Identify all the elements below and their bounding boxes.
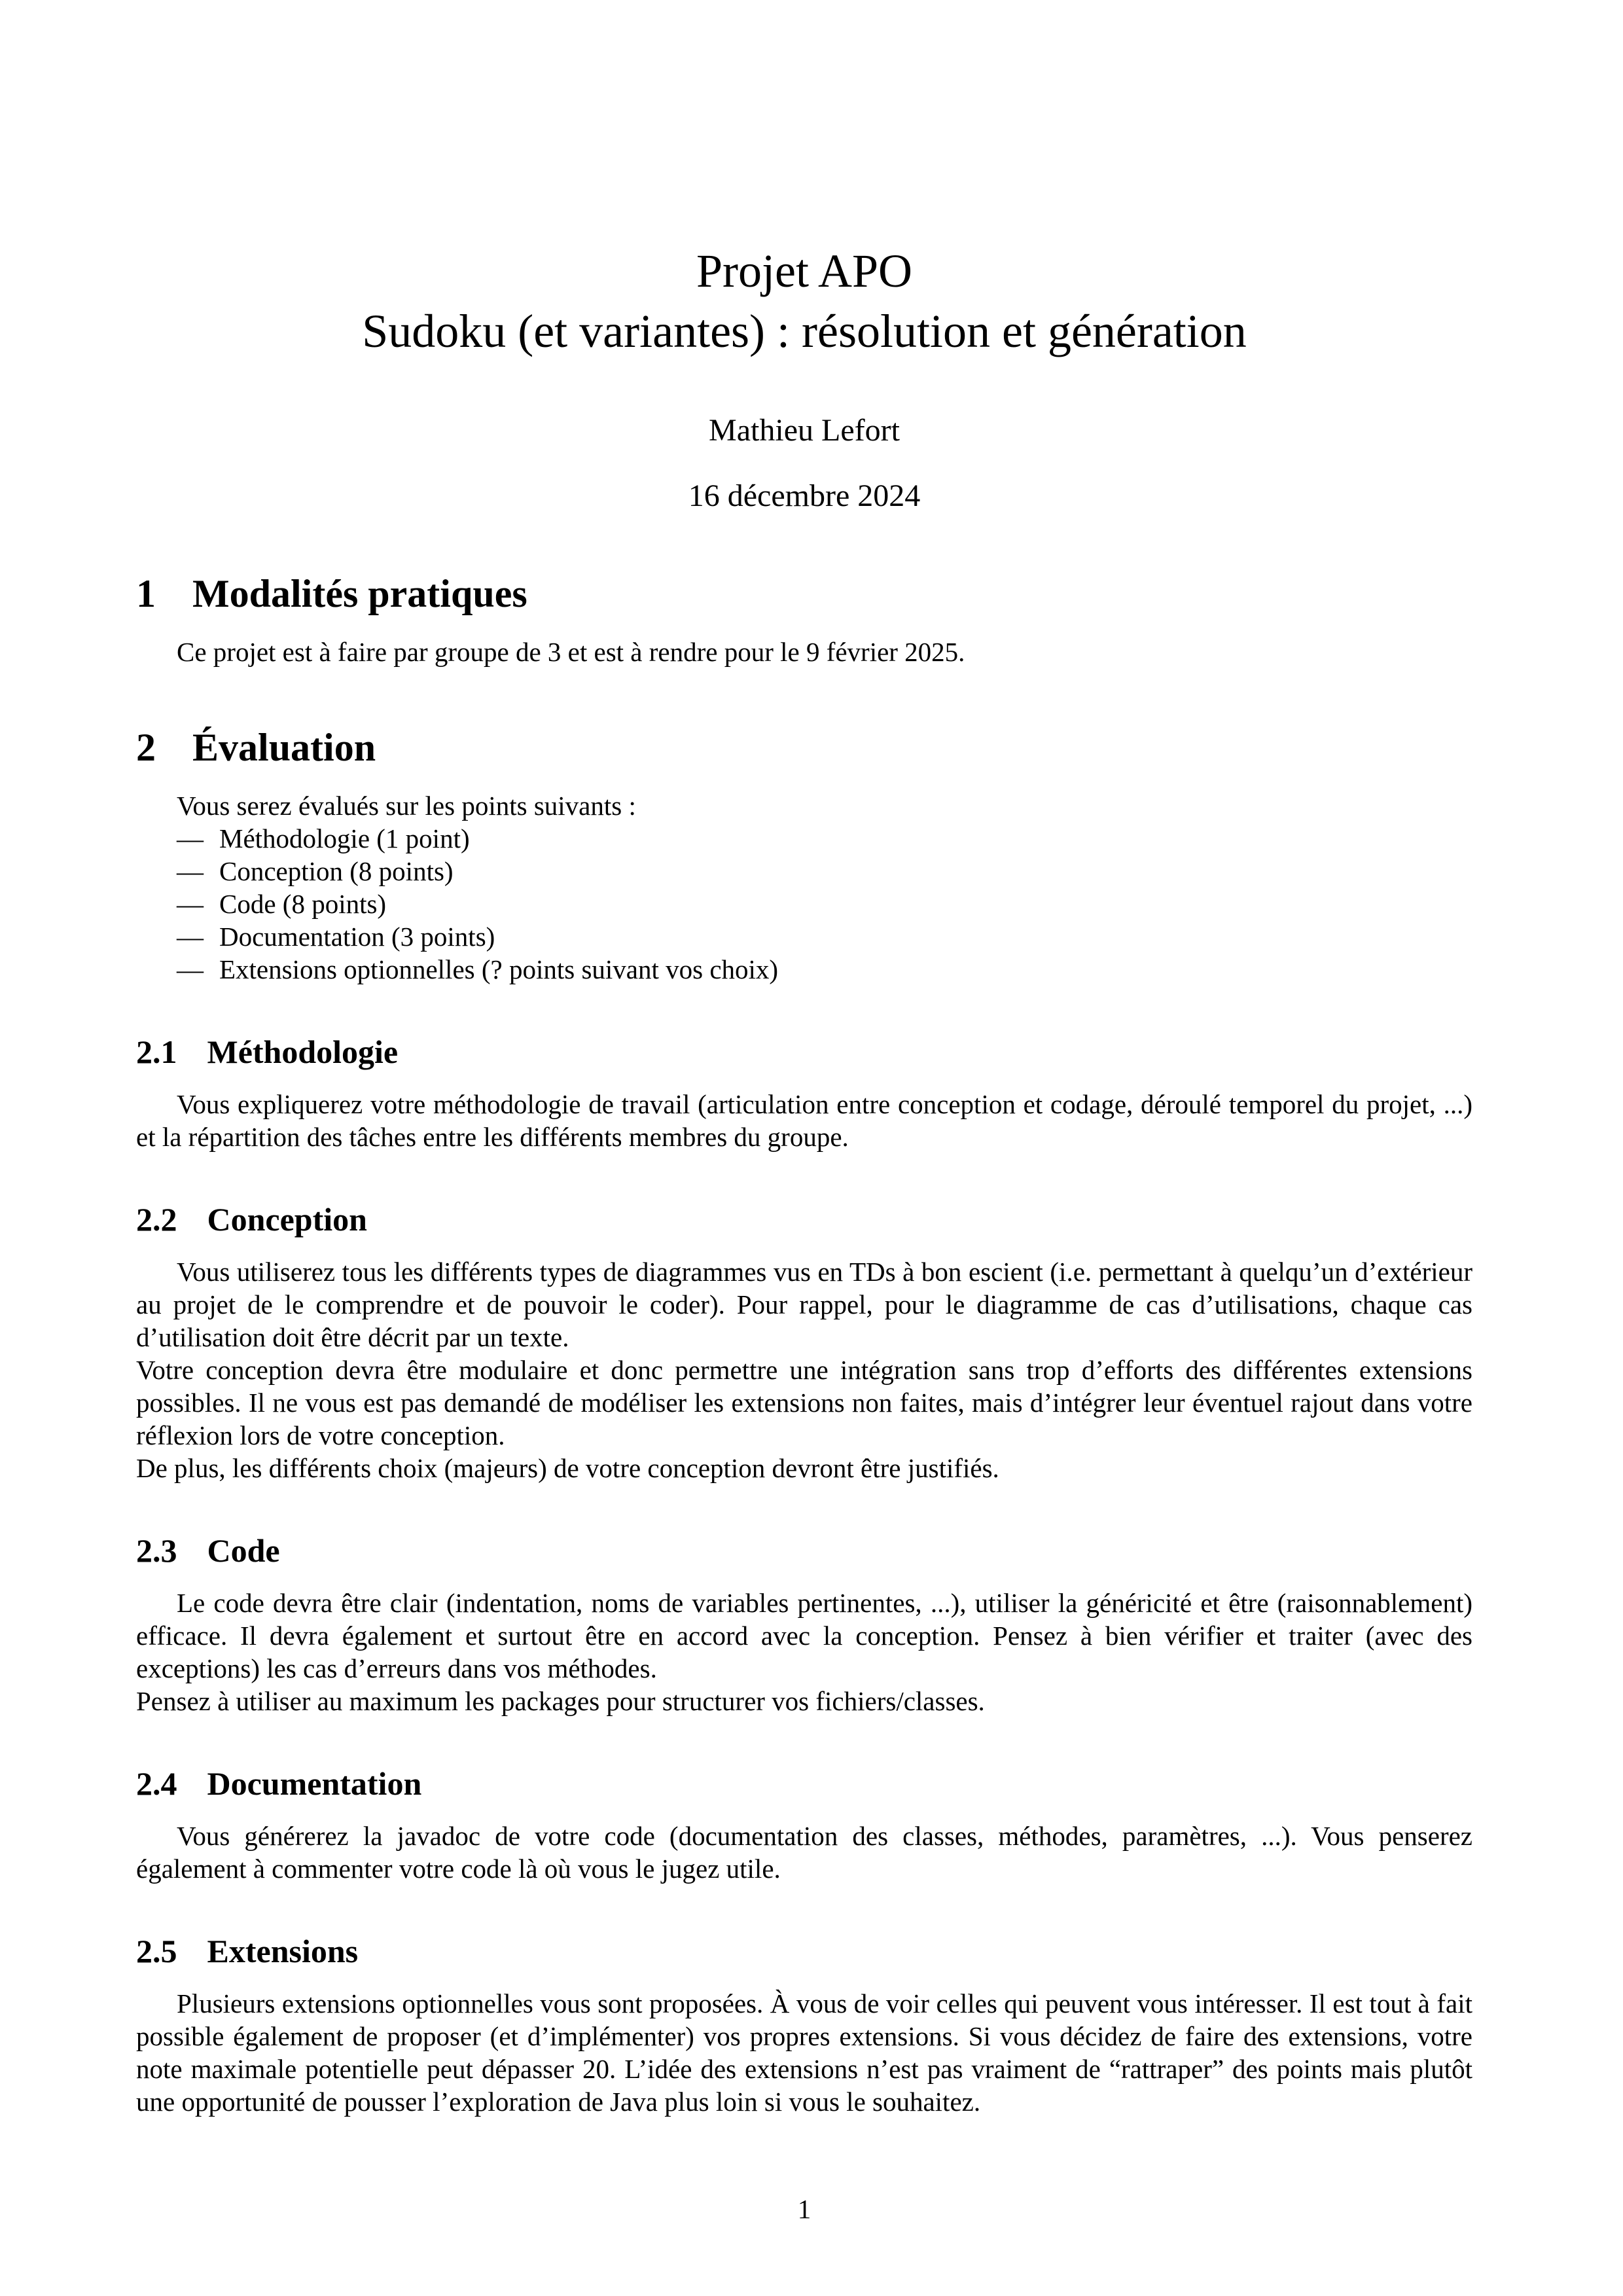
subsection-heading-conception [136, 1199, 1472, 1240]
author-name: Mathieu Lefort [709, 413, 900, 448]
section-evaluation [136, 724, 1472, 986]
list-item-text: Extensions optionnelles (? points suivant vos choix) [219, 954, 779, 984]
list-item-text: Code (8 points) [219, 889, 387, 919]
section-title: Évaluation [192, 726, 376, 769]
section-heading-evaluation [136, 724, 1472, 771]
section-number: 2 [136, 726, 156, 769]
subsection-code [136, 1530, 1472, 1717]
evaluation-intro: Vous serez évalués sur les points suivants : [177, 791, 636, 821]
subsection-heading-methodologie [136, 1031, 1472, 1072]
paragraph: De plus, les différents choix (majeurs) de votre conception devront être justifiés. [136, 1453, 999, 1483]
document-title-line-2: Sudoku (et variantes) : résolution et génération [362, 305, 1247, 357]
paragraph: Vous expliquerez votre méthodologie de travail (articulation entre conception et codage, déroulé temporel du projet, ...) et la répartition des tâches entre les différents membres du groupe. [136, 1089, 1472, 1152]
paragraph: Ce projet est à faire par groupe de 3 et est à rendre pour le 9 février 2025. [177, 637, 965, 667]
paragraph: Vous utiliserez tous les différents types de diagrammes vus en TDs à bon escient (i.e. permettant à quelqu’un d’extérieur au projet de le comprendre et de pouvoir le coder). Pour rappel, pour le diagramme de cas d’utilisations, chaque cas d’utilisation doit être décrit par un texte. [136, 1257, 1472, 1352]
subsection-title: Code [207, 1532, 280, 1569]
section-modalites-pratiques [136, 570, 1472, 668]
list-item [177, 888, 1472, 920]
list-item-text: Conception (8 points) [219, 856, 454, 886]
paragraph: Le code devra être clair (indentation, noms de variables pertinentes, ...), utiliser la généricité et être (raisonnablement) efficace. Il devra également et surtout être en accord avec la conception. Pensez à bien vérifier et traiter (avec des exceptions) les cas d’erreurs dans vos méthodes. [136, 1588, 1472, 1683]
subsection-heading-code [136, 1530, 1472, 1571]
subsection-extensions [136, 1931, 1472, 2118]
text-column [136, 0, 1472, 2118]
title-block [136, 0, 1472, 514]
subsection-title: Conception [207, 1201, 367, 1238]
subsection-number: 2.5 [136, 1933, 177, 1969]
subsection-number: 2.3 [136, 1532, 177, 1569]
subsection-title: Méthodologie [207, 1033, 399, 1070]
subsection-methodologie [136, 1031, 1472, 1153]
section-title: Modalités pratiques [192, 572, 527, 615]
paragraph: Vous générerez la javadoc de votre code (documentation des classes, méthodes, paramètres, ...). Vous penserez également à commenter votre code là où vous le jugez utile. [136, 1821, 1472, 1884]
document-title-line-1: Projet APO [696, 245, 913, 297]
subsection-number: 2.1 [136, 1033, 177, 1070]
paragraph: Plusieurs extensions optionnelles vous sont proposées. À vous de voir celles qui peuvent vous intéresser. Il est tout à fait possible également de proposer (et d’implémenter) vos propres extensions. Si vous décidez de faire des extensions, votre note maximale potentielle peut dépasser 20. L’idée des extensions n’est pas vraiment de “rattraper” des points mais plutôt une opportunité de pousser l’exploration de Java plus loin si vous le souhaitez. [136, 1988, 1472, 2117]
subsection-heading-extensions [136, 1931, 1472, 1971]
page-number: 1 [797, 2194, 812, 2224]
document-date: 16 décembre 2024 [688, 478, 921, 513]
paragraph: Pensez à utiliser au maximum les packages pour structurer vos fichiers/classes. [136, 1686, 985, 1716]
subsection-number: 2.4 [136, 1765, 177, 1802]
subsection-title: Extensions [207, 1933, 359, 1969]
list-item-text: Méthodologie (1 point) [219, 823, 470, 853]
section-number: 1 [136, 572, 156, 615]
evaluation-criteria-list [177, 822, 1472, 986]
dash-marker: — [177, 823, 204, 853]
list-item [177, 855, 1472, 888]
subsection-number: 2.2 [136, 1201, 177, 1238]
subsection-conception [136, 1199, 1472, 1484]
dash-marker: — [177, 922, 204, 952]
subsection-title: Documentation [207, 1765, 422, 1802]
list-item [177, 822, 1472, 855]
subsection-heading-documentation [136, 1763, 1472, 1804]
list-item-text: Documentation (3 points) [219, 922, 495, 952]
subsection-documentation [136, 1763, 1472, 1885]
page-footer [136, 2193, 1472, 2225]
dash-marker: — [177, 889, 204, 919]
dash-marker: — [177, 954, 204, 984]
paragraph: Votre conception devra être modulaire et donc permettre une intégration sans trop d’efforts des différentes extensions possibles. Il ne vous est pas demandé de modéliser les extensions non faites, mais d’intégrer leur éventuel rajout dans votre réflexion lors de votre conception. [136, 1355, 1472, 1450]
dash-marker: — [177, 856, 204, 886]
list-item [177, 953, 1472, 986]
section-heading-modalites [136, 570, 1472, 617]
list-item [177, 920, 1472, 953]
document-title [136, 241, 1472, 361]
